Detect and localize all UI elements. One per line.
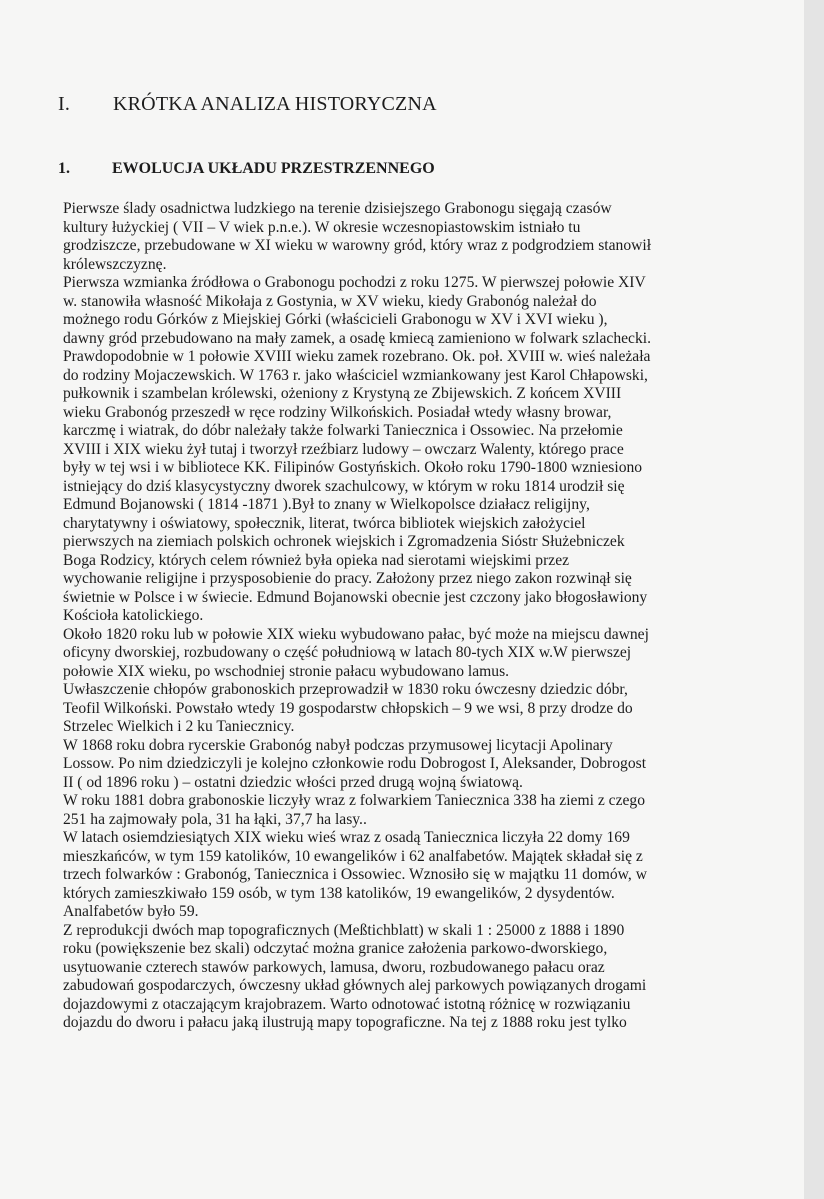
chapter-title: KRÓTKA ANALIZA HISTORYCZNA [113,93,437,115]
text-line: wychowanie religijne i przysposobienie do pracy. Założony przez niego zakon rozwinął się [63,570,632,587]
text-line: pułkownik i szambelan królewski, ożeniony z Krystyną ze Zbijewskich. Z końcem XVIII [63,385,622,402]
text-line: Lossow. Po nim dziedziczyli je kolejno członkowie rodu Dobrogost I, Aleksander, Dobrogost [63,755,647,772]
text-line: 251 ha zajmowały pola, 31 ha łąki, 37,7 ha lasy.. [63,810,367,828]
text-line: Pierwsze ślady osadnictwa ludzkiego na terenie dzisiejszego Grabonogu sięgają czasów [63,200,612,217]
paragraph [63,626,753,682]
text-line: II ( od 1896 roku ) – ostatni dziedzic włości przed drugą wojną światową. [63,773,523,791]
chapter-heading [58,93,437,116]
text-line: dojazdu do dworu i pałacu jaką ilustrują mapy topograficzne. Na tej z 1888 roku jest tylko [63,1014,627,1031]
text-line: roku (powiększenie bez skali) odczytać można granice założenia parkowo-dworskiego, [63,940,608,957]
text-line: W latach osiemdziesiątych XIX wieku wieś wraz z osadą Taniecznica liczyła 22 domy 169 [63,829,630,846]
chapter-number: I. [58,93,71,115]
text-line: świetnie w Polsce i w świecie. Edmund Bojanowski obecnie jest czczony jako błogosławiony [63,588,648,606]
text-line: Edmund Bojanowski ( 1814 -1871 ).Był to znany w Wielkopolsce działacz religijny, [63,496,590,513]
text-line: charytatywny i oświatowy, społecznik, literat, twórca bibliotek wiejskich założyciel [63,514,586,532]
paragraph [63,200,753,274]
text-line: Około 1820 roku lub w połowie XIX wieku wybudowano pałac, być może na miejscu dawnej [63,625,649,643]
text-line: istniejący do dziś klasycystyczny dworek szachulcowy, w którym w roku 1814 urodził się [63,477,625,495]
text-line: do rodziny Mojaczewskich. W 1763 r. jako właściciel wzmiankowany jest Karol Chłapowski, [63,366,648,384]
text-line: Prawdopodobnie w 1 połowie XVIII wieku zamek rozebrano. Ok. poł. XVIII w. wieś należała [63,348,651,365]
text-line: zabudowań gospodarczych, ówczesny układ głównych alej parkowych powiązanych drogami [63,977,647,994]
paragraph [63,681,753,737]
text-line: królewszczyznę. [63,255,167,273]
text-line: XVIII i XIX wieku żył tutaj i tworzył rzeźbiarz ludowy – owczarz Walenty, którego prace [63,440,624,458]
text-line: Teofil Wilkoński. Powstało wtedy 19 gospodarstw chłopskich – 9 we wsi, 8 przy drodze do [63,699,633,717]
text-line: były w tej wsi i w bibliotece KK. Filipinów Gostyńskich. Około roku 1790-1800 wzniesiono [63,459,643,476]
text-line: mieszkańców, w tym 159 katolików, 10 ewangelików i 62 analfabetów. Majątek składał się z [63,847,643,865]
paragraph [63,274,753,626]
text-line: możnego rodu Górków z Miejskiej Górki (właścicieli Grabonogu w XV i XVI wieku ), [63,311,608,328]
text-line: połowie XIX wieku, po wschodniej stronie pałacu wybudowano lamus. [63,662,510,680]
paragraph [63,792,753,829]
text-line: dojazdowymi z otaczającym krajobrazem. Warto odnotować istotną różnicę w rozwiązaniu [63,995,631,1013]
text-line: W 1868 roku dobra rycerskie Grabonóg nabył podczas przymusowej licytacji Apolinary [63,736,613,754]
text-line: Pierwsza wzmianka źródłowa o Grabonogu pochodzi z roku 1275. W pierwszej połowie XIV [63,274,646,291]
body-text [63,200,753,1033]
text-line: Boga Rodzicy, których celem również była opieka nad sierotami wiejskimi przez [63,551,570,569]
paragraph [63,922,753,1033]
text-line: których zamieszkiwało 159 osób, w tym 138 katolików, 19 ewangelików, 2 dysydentów. [63,884,615,902]
text-line: Kościoła katolickiego. [63,607,204,624]
text-line: dawny gród przebudowano na mały zamek, a osadę kmiecą zamieniono w folwark szlachecki. [63,329,652,347]
section-heading [58,160,435,178]
text-line: Strzelec Wielkich i 2 ku Taniecznicy. [63,718,295,735]
text-line: Analfabetów było 59. [63,903,199,920]
text-line: trzech folwarków : Grabonóg, Taniecznica i Ossowiec. Wznosiło się w majątku 11 domów, w [63,866,647,883]
paragraph [63,737,753,793]
text-line: pierwszych na ziemiach polskich ochronek wiejskich i Zgromadzenia Sióstr Służebniczek [63,533,625,550]
text-line: W roku 1881 dobra grabonoskie liczyły wraz z folwarkiem Taniecznica 338 ha ziemi z czego [63,792,646,809]
text-line: grodziszcze, przebudowane w XI wieku w warowny gród, który wraz z podgrodziem stanowił [63,237,652,254]
text-line: karczmę i wiatrak, do dóbr należały także folwarki Taniecznica i Ossowiec. Na przełomie [63,422,623,439]
text-line: kultury łużyckiej ( VII – V wiek p.n.e.). W okresie wczesnopiastowskim istniało tu [63,218,581,236]
section-number: 1. [58,160,70,177]
text-line: oficyny dworskiej, rozbudowany o część południową w latach 80-tych XIX w.W pierwszej [63,644,632,661]
text-line: Z reprodukcji dwóch map topograficznych (Meßtichblatt) w skali 1 : 25000 z 1888 i 1890 [63,921,625,939]
text-line: wieku Grabonóg przeszedł w ręce rodziny Wilkońskich. Posiadał wtedy własny browar, [63,403,612,421]
text-line: w. stanowiła własność Mikołaja z Gostynia, w XV wieku, kiedy Grabonóg należał do [63,292,597,310]
section-title: EWOLUCJA UKŁADU PRZESTRZENNEGO [112,160,435,177]
paragraph [63,829,753,922]
text-line: usytuowanie czterech stawów parkowych, lamusa, dworu, rozbudowanego pałacu oraz [63,958,605,976]
text-line: Uwłaszczenie chłopów grabonoskich przeprowadził w 1830 roku ówczesny dziedzic dóbr, [63,681,628,698]
page-edge [804,0,824,1199]
